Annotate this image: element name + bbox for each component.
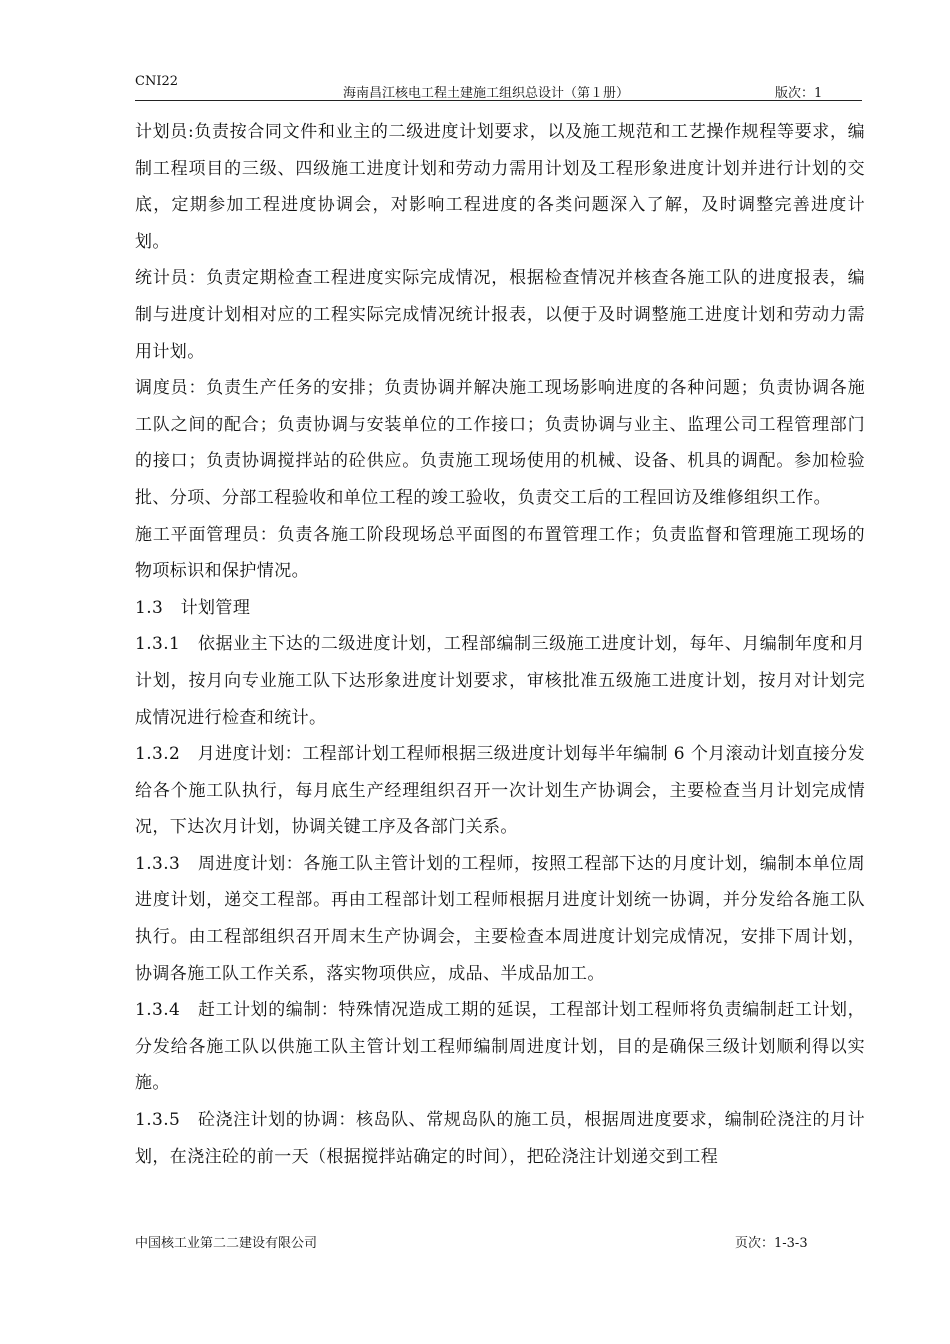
document-code: CNI22	[135, 74, 178, 89]
paragraph-1-3-5: 1.3.5 砼浇注计划的协调：核岛队、常规岛队的施工员，根据周进度要求，编制砼浇注的月计划，在浇注砼的前一天（根据搅拌站确定的时间），把砼浇注计划递交到工程	[135, 1110, 865, 1167]
document-version: 版次：1	[775, 86, 823, 101]
section-heading-plan-management: 1.3 计划管理	[135, 597, 251, 618]
document-title: 海南昌江核电工程土建施工组织总设计（第１册）	[343, 86, 630, 101]
paragraph-1-3-1: 1.3.1 依据业主下达的二级进度计划，工程部编制三级施工进度计划，每年、月编制年度和月计划，按月向专业施工队下达形象进度计划要求，审核批准五级施工进度计划，按月对计划完成情况进行检查和统计。	[135, 634, 865, 728]
paragraph-site-layout-manager: 施工平面管理员：负责各施工阶段现场总平面图的布置管理工作；负责监督和管理施工现场的物项标识和保护情况。	[135, 524, 865, 582]
paragraph-1-3-2: 1.3.2 月进度计划：工程部计划工程师根据三级进度计划每半年编制 6 个月滚动计划直接分发给各个施工队执行，每月底生产经理组织召开一次计划生产协调会，主要检查当月计划完成情况，下达次月计划，协调关键工序及各部门关系。	[135, 744, 865, 838]
paragraph-1-3-4: 1.3.4 赶工计划的编制：特殊情况造成工期的延误，工程部计划工程师将负责编制赶工计划，分发给各施工队以供施工队主管计划工程师编制周进度计划，目的是确保三级计划顺利得以实施。	[135, 1000, 865, 1094]
document-body	[135, 114, 865, 1175]
paragraph-statistician: 统计员：负责定期检查工程进度实际完成情况，根据检查情况并核查各施工队的进度报表，编制与进度计划相对应的工程实际完成情况统计报表，以便于及时调整施工进度计划和劳动力需用计划。	[135, 268, 865, 362]
paragraph-1-3-3: 1.3.3 周进度计划：各施工队主管计划的工程师，按照工程部下达的月度计划，编制本单位周进度计划，递交工程部。再由工程部计划工程师根据月进度计划统一协调，并分发给各施工队执行。由工程部组织召开周末生产协调会，主要检查本周进度计划完成情况，安排下周计划，协调各施工队工作关系，落实物项供应，成品、半成品加工。	[135, 853, 865, 984]
page-number: 页次：1-3-3	[735, 1236, 808, 1251]
company-name: 中国核工业第二二建设有限公司	[135, 1236, 318, 1251]
page-header	[135, 74, 862, 101]
paragraph-planner: 计划员:负责按合同文件和业主的二级进度计划要求，以及施工规范和工艺操作规程等要求，编制工程项目的三级、四级施工进度计划和劳动力需用计划及工程形象进度计划并进行计划的交底，定期参加工程进度协调会，对影响工程进度的各类问题深入了解，及时调整完善进度计划。	[135, 122, 865, 252]
paragraph-dispatcher: 调度员：负责生产任务的安排；负责协调并解决施工现场影响进度的各种问题；负责协调各施工队之间的配合；负责协调与安装单位的工作接口；负责协调与业主、监理公司工程管理部门的接口；负责协调搅拌站的砼供应。负责施工现场使用的机械、设备、机具的调配。参加检验批、分项、分部工程验收和单位工程的竣工验收，负责交工后的工程回访及维修组织工作。	[135, 378, 865, 508]
